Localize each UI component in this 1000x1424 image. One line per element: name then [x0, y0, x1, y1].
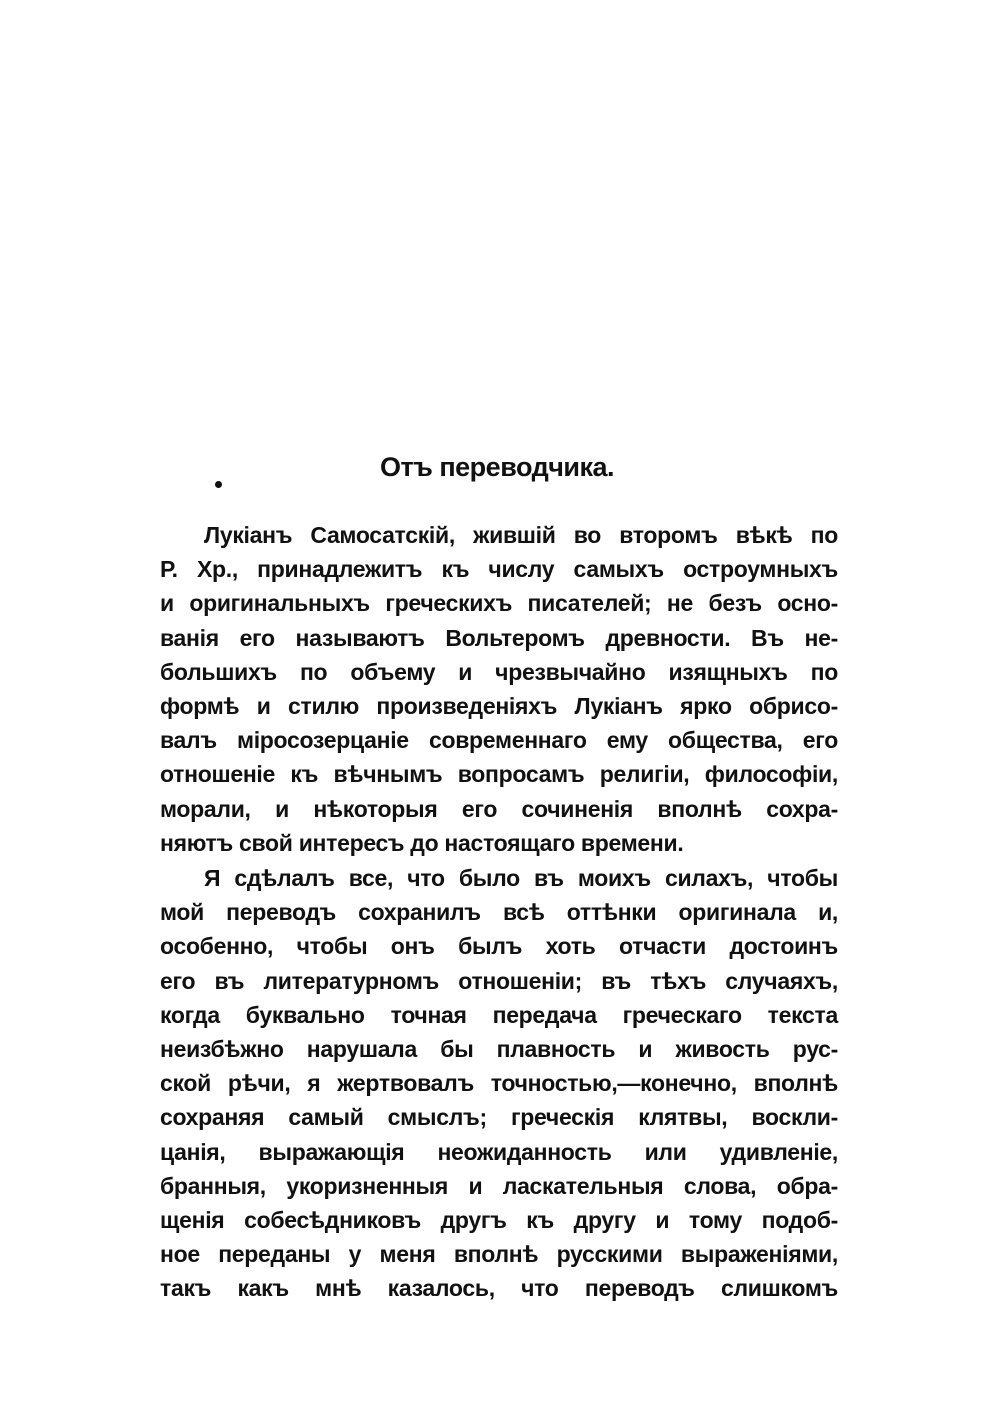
text-line: такъ какъ мнѣ казалось, что переводъ слишкомъ: [160, 1275, 838, 1302]
text-line: бранныя, укоризненныя и ласкательныя слова, обра-: [160, 1172, 838, 1199]
text-line: ской рѣчи, я жертвовалъ точностью,—конечно, вполнѣ: [160, 1070, 838, 1097]
text-line: ное переданы у меня вполнѣ русскими выраженіями,: [160, 1241, 838, 1268]
text-line: няютъ свой интересъ до настоящаго времени.: [160, 829, 684, 856]
text-line: отношеніе къ вѣчнымъ вопросамъ религіи, философіи,: [160, 761, 838, 788]
text-line: когда буквально точная передача греческаго текста: [160, 1001, 838, 1028]
text-line: Р. Хр., принадлежитъ къ числу самыхъ остроумныхъ: [160, 556, 838, 583]
text-line: морали, и нѣкоторыя его сочиненія вполнѣ сохра-: [160, 795, 838, 822]
text-line: неизбѣжно нарушала бы плавность и живость рус-: [160, 1036, 838, 1063]
text-line: большихъ по объему и чрезвычайно изящныхъ по: [160, 658, 838, 685]
paragraph-1: [160, 518, 838, 860]
stray-dot-mark: [215, 481, 222, 488]
text-line: его въ литературномъ отношеніи; въ тѣхъ случаяхъ,: [160, 967, 838, 994]
text-line: особенно, чтобы онъ былъ хоть отчасти достоинъ: [160, 933, 838, 960]
text-line: Я сдѣлалъ все, что было въ моихъ силахъ, чтобы: [204, 865, 838, 891]
text-line: мой переводъ сохранилъ всѣ оттѣнки оригинала и,: [160, 899, 838, 926]
text-line: цанія, выражающія неожиданность или удивленіе,: [160, 1138, 838, 1165]
text-line: сохраняя самый смыслъ; греческія клятвы, воскли-: [160, 1104, 838, 1131]
paragraph-2: [160, 861, 838, 1306]
text-line: и оригинальныхъ греческихъ писателей; не безъ осно-: [160, 590, 838, 617]
text-line: ванія его называютъ Вольтеромъ древности. Въ не-: [160, 624, 838, 651]
text-line: щенія собесѣдниковъ другъ къ другу и тому подоб-: [160, 1207, 838, 1234]
text-line: формѣ и стилю произведеніяхъ Лукіанъ ярко обрисо-: [160, 693, 838, 720]
page-title: Отъ переводчика.: [379, 452, 615, 482]
text-line: Лукіанъ Самосатскій, жившій во второмъ вѣкѣ по: [204, 522, 838, 548]
text-line: валъ міросозерцаніе современнаго ему общества, его: [160, 727, 838, 754]
